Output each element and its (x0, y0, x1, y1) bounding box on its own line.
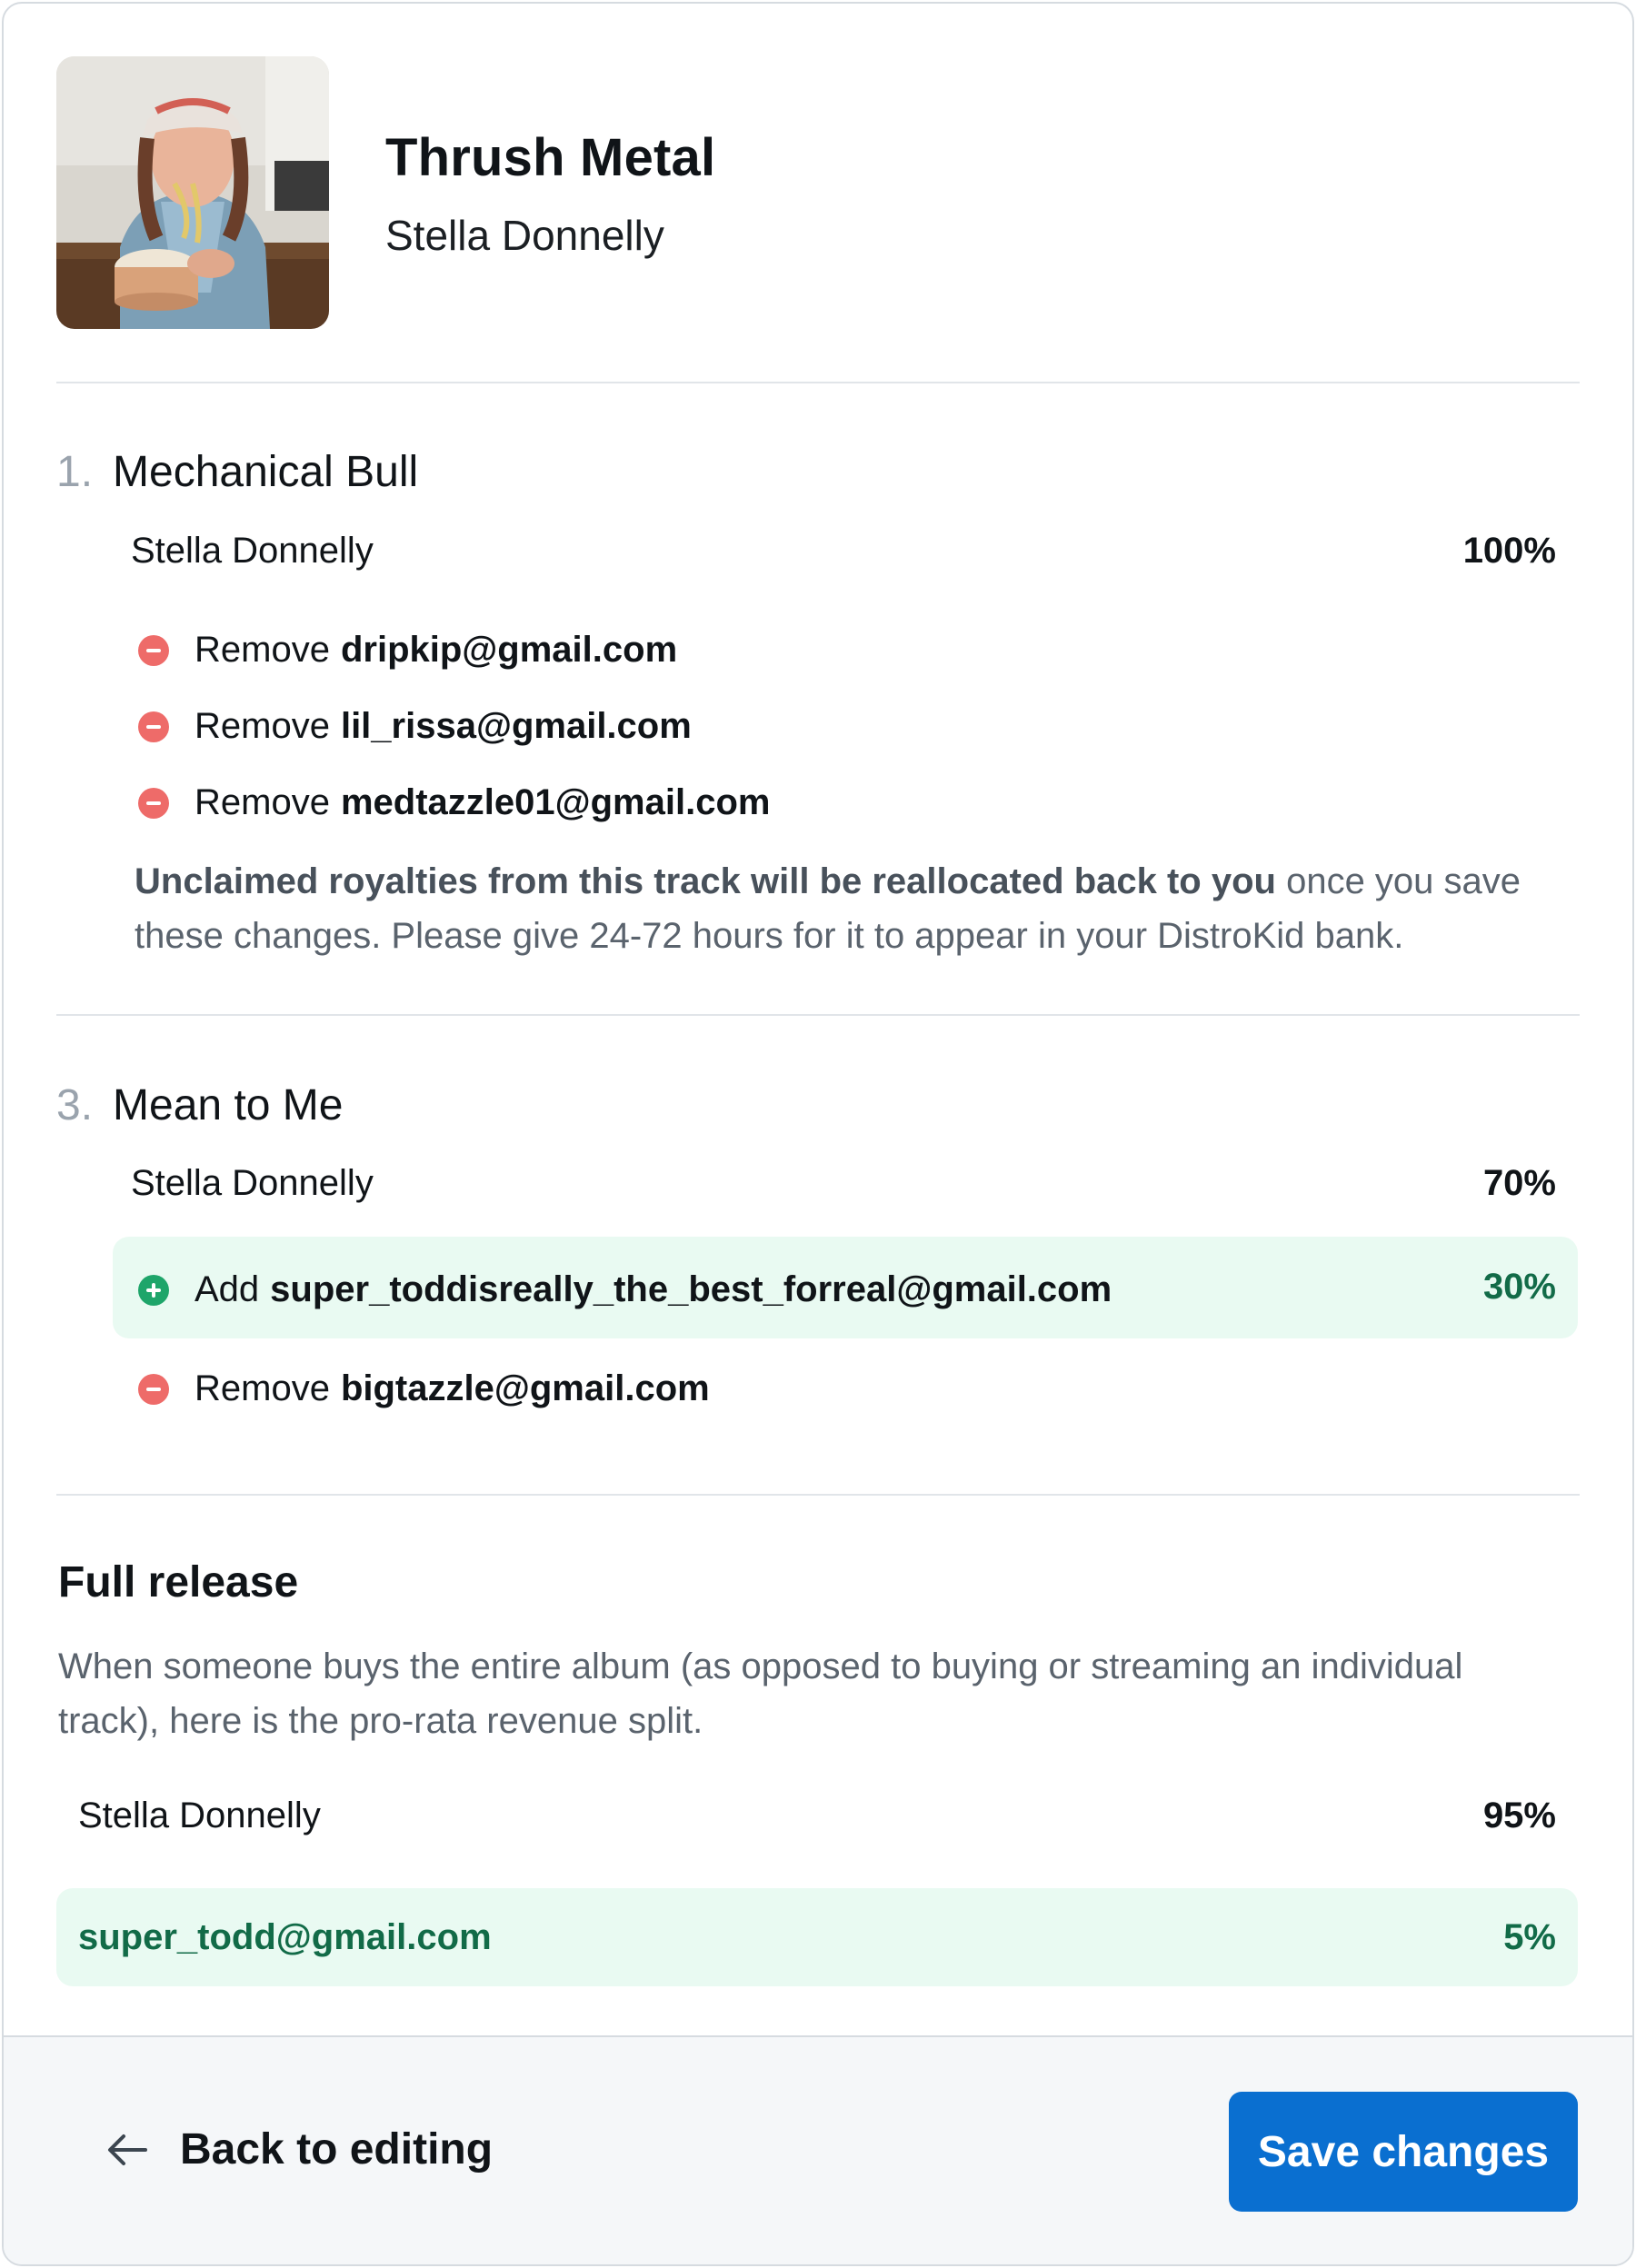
owner-row (78, 1796, 1556, 1836)
release-header (56, 56, 1580, 329)
album-artist: Stella Donnelly (385, 212, 664, 259)
change-action: Remove (195, 630, 330, 670)
change-action: Add (195, 1269, 260, 1309)
change-email: dripkip@gmail.com (340, 630, 678, 670)
collaborator-percent: 5% (1503, 1916, 1556, 1957)
owner-name: Stella Donnelly (78, 1796, 321, 1835)
arrow-left-icon (105, 2132, 147, 2168)
plus-circle-icon (138, 1275, 169, 1306)
back-to-editing-link[interactable] (105, 2124, 493, 2174)
album-title: Thrush Metal (385, 128, 716, 187)
reallocation-note (135, 854, 1541, 963)
change-row (138, 706, 1556, 747)
minus-circle-icon (138, 1374, 169, 1405)
full-release-title: Full release (58, 1558, 299, 1606)
owner-name: Stella Donnelly (131, 1163, 374, 1203)
change-email: medtazzle01@gmail.com (340, 782, 771, 822)
owner-name: Stella Donnelly (131, 531, 374, 571)
change-email: super_toddisreally_the_best_forreal@gmail.com (270, 1269, 1112, 1309)
added-collaborator-row (113, 1237, 1578, 1338)
note-bold: Unclaimed royalties from this track will be reallocated back to you (135, 861, 1276, 901)
track-number: 1. (56, 448, 94, 496)
collaborator-row (56, 1888, 1578, 1986)
change-row (138, 782, 1556, 823)
change-row (138, 1269, 1556, 1310)
change-row (138, 630, 1556, 671)
change-row (138, 1368, 1556, 1409)
divider (56, 1014, 1580, 1016)
owner-percent: 95% (1482, 1796, 1556, 1835)
collaborator-email: super_todd@gmail.com (78, 1916, 492, 1957)
note-text: once you save these changes. Please give 24-72 hours for it to appear in your DistroKid bank. (135, 861, 1521, 956)
change-email: lil_rissa@gmail.com (340, 706, 692, 746)
change-action: Remove (195, 706, 330, 746)
track-name: Mean to Me (113, 1081, 344, 1129)
divider (56, 382, 1580, 383)
added-percent: 30% (1482, 1267, 1556, 1307)
owner-percent: 70% (1482, 1163, 1556, 1203)
owner-row (131, 1163, 1556, 1204)
owner-row (131, 531, 1556, 572)
full-release-description: When someone buys the entire album (as opposed to buying or streaming an individual track), here is the pro-rata revenue split. (58, 1646, 1463, 1741)
save-changes-button[interactable]: Save changes (1229, 2092, 1578, 2212)
change-action: Remove (195, 782, 330, 822)
split-review-card (2, 2, 1634, 2266)
change-action: Remove (195, 1368, 330, 1408)
minus-circle-icon (138, 635, 169, 666)
track-title (56, 1080, 343, 1130)
track-title (56, 447, 418, 497)
minus-circle-icon (138, 711, 169, 742)
owner-percent: 100% (1462, 531, 1556, 571)
album-cover (56, 56, 329, 329)
footer-bar (4, 2035, 1632, 2264)
track-name: Mechanical Bull (113, 448, 419, 496)
back-label: Back to editing (180, 2125, 494, 2174)
change-email: bigtazzle@gmail.com (340, 1368, 710, 1408)
divider (56, 1494, 1580, 1496)
track-number: 3. (56, 1081, 94, 1129)
minus-circle-icon (138, 788, 169, 819)
